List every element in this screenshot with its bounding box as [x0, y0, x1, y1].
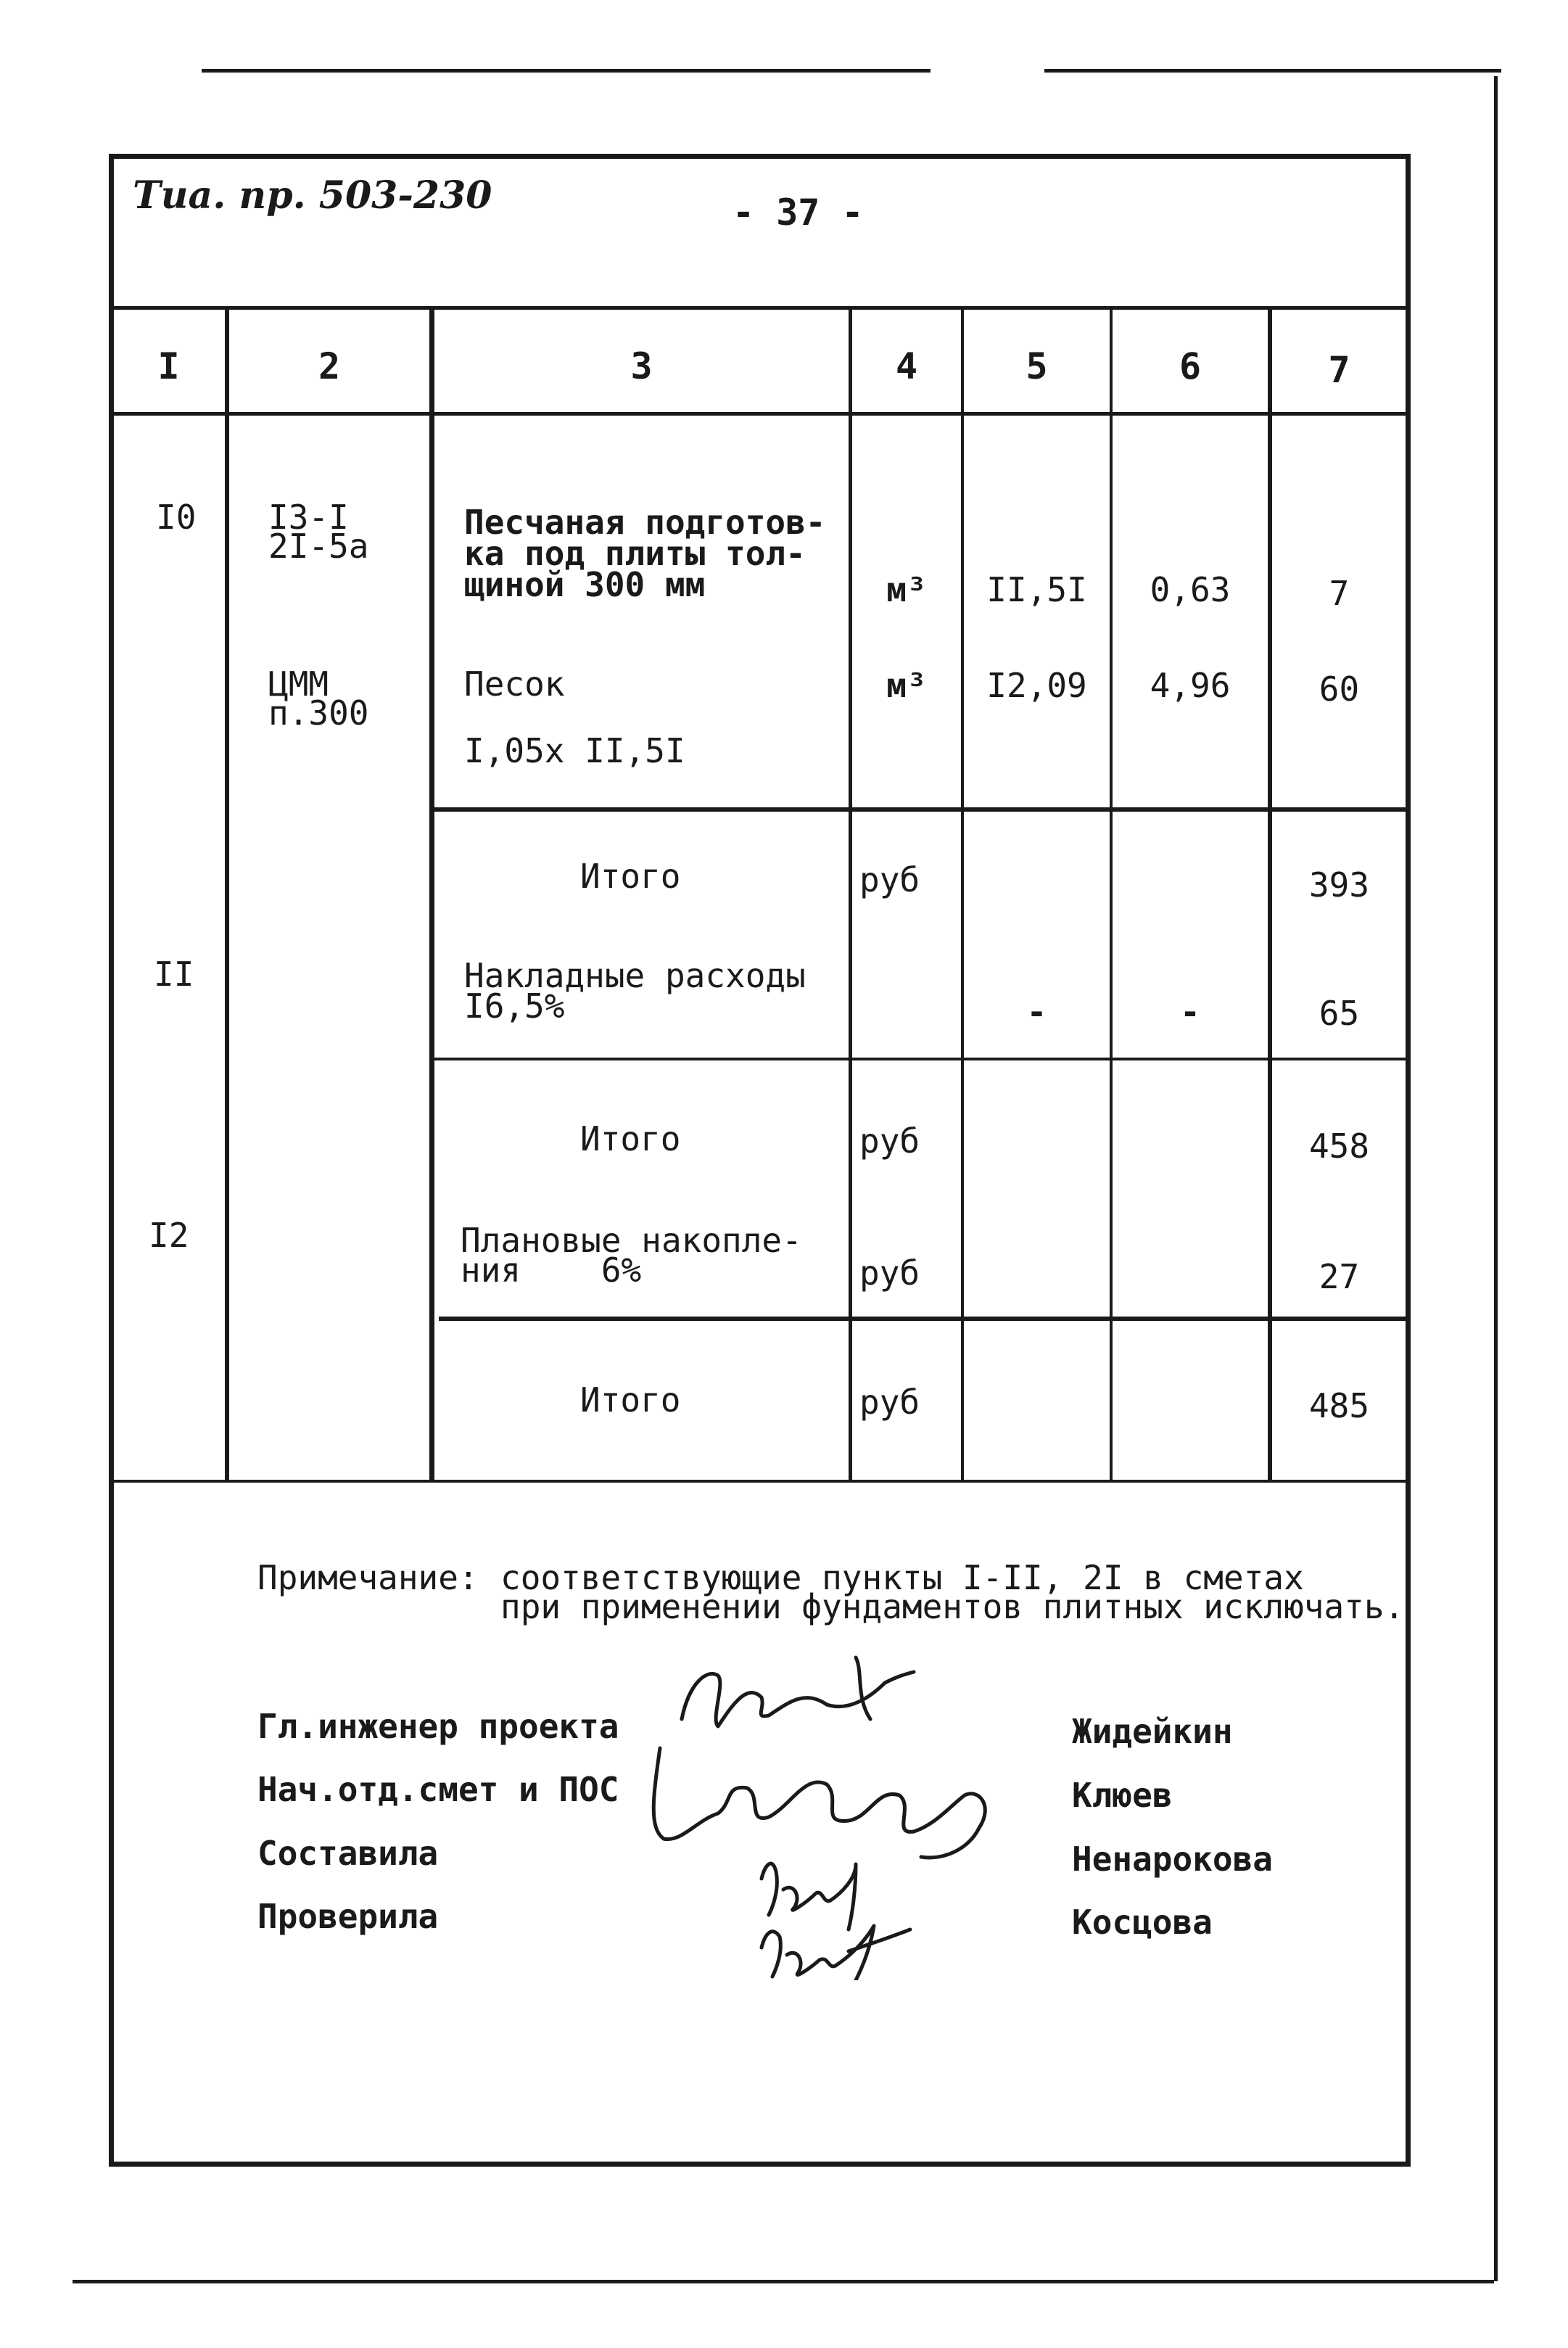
rule-after-overhead	[432, 1058, 1411, 1060]
item-10-unit: м³	[886, 570, 927, 609]
col-header-1: I	[157, 345, 180, 387]
role-chief-engineer: Гл.инженер проекта	[257, 1707, 619, 1746]
top-rule-right	[1044, 69, 1501, 73]
subtotal-3-unit: руб	[859, 1383, 920, 1422]
item-12-number: I2	[149, 1216, 189, 1255]
item-11-desc-2: I6,5%	[464, 986, 565, 1026]
sand-code-1: ЦММ	[268, 664, 329, 704]
col-header-4: 4	[895, 345, 918, 387]
col-header-5: 5	[1026, 345, 1048, 387]
sand-desc: Песок	[464, 664, 565, 704]
col-divider-4	[961, 308, 964, 1481]
subtotal-1-unit: руб	[859, 860, 920, 899]
right-border	[1494, 76, 1498, 2281]
item-12-desc-1: Плановые накопле-	[461, 1221, 802, 1260]
item-10-desc-1: Песчаная подготов-	[464, 503, 826, 542]
bottom-rule	[73, 2280, 1494, 2283]
subtotal-1-label: Итого	[580, 857, 681, 896]
table-top-rule	[109, 306, 1411, 310]
project-code: Тиа. пр. 503-230	[133, 173, 492, 218]
note-line-1: соответствующие пункты I-II, 2I в сметах	[500, 1558, 1304, 1597]
col-header-3: 3	[630, 345, 653, 387]
sand-price: 4,96	[1150, 666, 1231, 705]
sand-total: 60	[1319, 670, 1360, 709]
col-divider-3	[849, 308, 852, 1481]
subtotal-2-total: 458	[1308, 1126, 1370, 1166]
page-number: - 37 -	[733, 191, 864, 234]
sand-formula: I,05х II,5I	[464, 731, 685, 770]
col-divider-2	[429, 308, 434, 1481]
signature-scribbles	[638, 1639, 1015, 1980]
note-label: Примечание:	[257, 1558, 479, 1597]
item-10-total: 7	[1329, 574, 1350, 613]
item-10-number: I0	[156, 498, 197, 537]
item-11-price: -	[1180, 992, 1200, 1031]
item-12-total: 27	[1319, 1257, 1360, 1296]
item-12-unit: руб	[859, 1253, 920, 1293]
sand-unit: м³	[886, 666, 927, 705]
role-compiled-by: Составила	[257, 1834, 439, 1873]
item-12-desc-2: ния 6%	[461, 1251, 642, 1290]
item-10-desc-2: ка под плиты тол-	[464, 534, 806, 573]
col-divider-5	[1110, 308, 1113, 1481]
col-divider-1	[225, 308, 229, 1481]
name-chief-engineer: Жидейкин	[1072, 1712, 1233, 1751]
subtotal-2-label: Итого	[580, 1119, 681, 1158]
rule-after-sand	[432, 807, 1411, 812]
top-rule-left	[202, 69, 931, 73]
role-department-head: Нач.отд.смет и ПОС	[257, 1770, 619, 1809]
header-bottom-rule	[109, 412, 1411, 416]
item-10-qty: II,5I	[986, 570, 1087, 609]
sand-qty: I2,09	[986, 666, 1087, 705]
sand-code-2: п.300	[268, 693, 369, 733]
subtotal-2-unit: руб	[859, 1121, 920, 1161]
item-10-price: 0,63	[1150, 570, 1231, 609]
name-department-head: Клюев	[1072, 1776, 1173, 1815]
item-11-number: II	[154, 955, 194, 994]
item-10-desc-3: щиной 300 мм	[464, 565, 706, 604]
name-compiled-by: Ненарокова	[1072, 1840, 1273, 1879]
subtotal-3-label: Итого	[580, 1380, 681, 1420]
name-checked-by: Косцова	[1072, 1903, 1213, 1942]
col-header-6: 6	[1179, 345, 1202, 387]
note-line-2: при применении фундаментов плитных исключать.	[500, 1587, 1405, 1626]
rule-after-planned	[439, 1317, 1411, 1321]
item-10-code-2: 2I-5a	[268, 527, 369, 566]
item-10-code-1: I3-I	[268, 498, 349, 537]
table-bottom-rule	[109, 1480, 1411, 1483]
role-checked-by: Проверила	[257, 1897, 439, 1936]
col-header-2: 2	[318, 345, 341, 387]
col-header-7: 7	[1328, 349, 1350, 391]
item-11-desc-1: Накладные расходы	[464, 956, 806, 995]
subtotal-1-total: 393	[1308, 865, 1370, 905]
item-11-qty: -	[1026, 992, 1047, 1031]
subtotal-3-total: 485	[1308, 1386, 1370, 1425]
item-11-total: 65	[1319, 994, 1360, 1033]
